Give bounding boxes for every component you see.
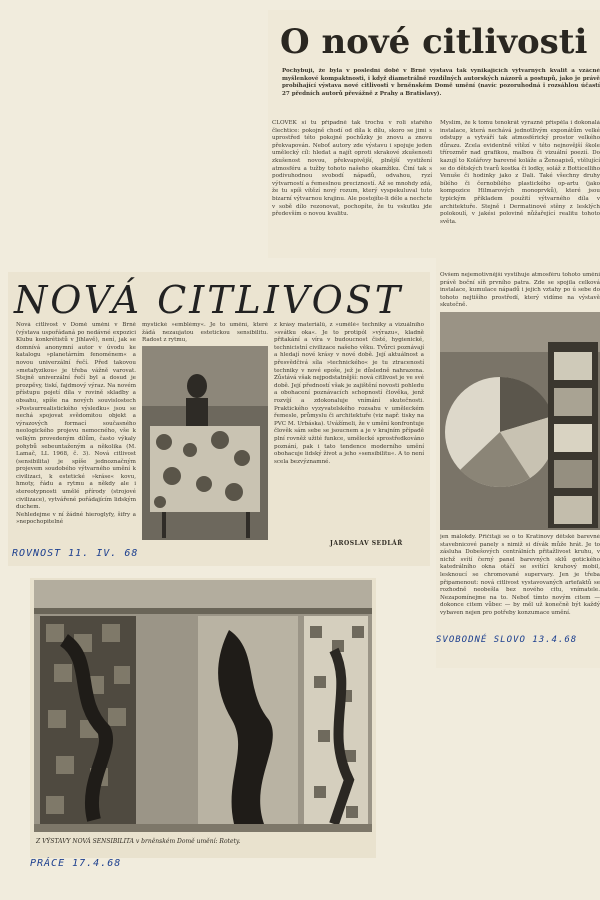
handwritten-prace: PRÁCE 17.4.68	[30, 858, 122, 869]
handwritten-svobodne-slovo: SVOBODNÉ SLOVO 13.4.68	[436, 635, 578, 645]
handwritten-rovnost: ROVNOST 11. IV. 68	[12, 548, 139, 559]
headline-nova-citlivost: NOVÁ CITLIVOST	[14, 278, 404, 322]
article-left-author: JAROSLAV SEDLÁŘ	[330, 540, 403, 547]
article-top-column-2: Myslím, že k tomu tenokrát výrazně přispěla i dokonalá instalace, která nechává jednotlivým exponátům velké odstupy a vytváří tak atmosférický prostor velkého důrazu. Zcela evidentně vítězí v této nejnovější škole třírozměr nad grafikou, malbou či vizuální poezií. Do kazují to Kolářovy barevné koláže a Ženoapisů, vtělující se do dětských tvarů kostka či lodky, soláž z Botticelliho Venuše či hodinky jako z Dali. Také všechny druhy bílého či černobílého plastického op-artu (jako kompozice Hilmarových monoprvků), které jsou typickým příkladem použití výtvarného díla v architektuře. Stejně i Dermatinové stěny z lesklých polokoulí, v jakési polovině nůžařející realitu tohoto světa.	[440, 120, 600, 225]
article-top-column-3: jen málokdy. Přičítají se o to Kratinovy dětské barevné stavebnicové panely s nimiž si dívák může hrát. Je to zásluha Dobešových centrálních přitažlivost kruhu, v nichž svítí černý panel barevných sklů gotického katedrálního okna otáčí se svítící kruhový mobil, lesknoucí se chromované supervary. Jen je třeba připamenout: nová citlivost vystavovaných artefaktů se rozhodně neobešla bez nového citu, vnímatele. Nezapomínejme na to. Neboť tímto novým citem — dokonce citem vůbec — by měl už konečně být každý vybaven nejen pro potřeby konzumace umění.	[440, 534, 600, 616]
photo-woman-with-artwork	[142, 346, 268, 540]
article-left-column-3: z krásy materiálů, z »umělé« techniky a vizuálního »svátku oka«. Je to protipól »výrazu«, kladně přitakání a víra v budoucnost čisté, hygienické, technicistní civilizace našeho věku. Tvůrci poznávají a hledají nové krásy v nové době. Její aktuálnost a přesvědčivá síla »technického« je tu ztraceností techniky v nové epoše, jež je důsledně nahrazena. Zůstává však nejpodstatnější: nová citlivost je ve své době. Její předností však je zajištění novosti pohledu a obohacení poznávacích schopností člověka, jenž rozvíjí a zdokonaluje vnímání skutečnosti. Praktického vyzyvatelského rozsahu v uměleckém řemesle, průmyslu či architektuře (viz např. tisky na PVC M. Urbáska). Uvážímeli, že v umění konfrontuje člověk sám sebe se jsoucnem a je v krajním případě plní rovněž užité funkce, umělecké sprostředkováno poznání, pak i tato tendence moderního umění obohacuje lidský život a jeho »sensibilitu«. A to není scela bezvýznamné.	[274, 322, 424, 465]
headline-o-nove-citlivosti: O nové citlivosti	[280, 22, 588, 62]
article-top-column-2b: Ovšem nejemotivnější vystihuje atmosféru tohoto umění právě boční síň prvního patra. Zde se spojila celková instalace, kumulace nápadů i jejich vztahy po ú sebe do tohoto nejtišího prostředí, který vidíme na výstavě skutečně.	[440, 272, 600, 309]
article-left-column-2: mystické »emblémy«. Je to umění, které žádá nezaujatou estetickou sensibilitu. Radost z rytmu,	[142, 322, 268, 344]
photo-circular-artwork	[440, 312, 600, 530]
article-top-column-1: ČLOVĚK si tu případně tak trochu v roli stařého člechtice: pokojně chodí od díla k dílu, skoro se jimi s uprostřed této pokojné pochůzky je znovu a znovu překvapován. Neboť autory zde výstavu i spojuje jeden umělecký cíl: hledat a najít oproti skrakové zkušenosti zkušenost novou, překvapivější, plnější vystižení atmosféru a tužby tohoto našeho okamžiku. Činí tak s podivuhodnou svobodí nápadů, odvahou, ryzí výtvarností a řemeslnou precizností. Až se mnohdy zdá, že tu spíš vítězí nový rozum, který vyspekuluval tuto bizarní výtvarnou krajinu. Ale postojíte-li déle a nechcte v sobě dílo rezonovat, pochopíte, že tu vskutku jde především o novou kvalitu.	[272, 120, 432, 218]
article-left-column-1: Nová citlivost v Domě umění v Brně (výstava uspořádaná po nedávné expozici Klubu konkrétistů v Jihlavě), není, jak se domnívá anonymní autor v úvodu ke katalogu »planetárním fenoménem« a novou univerzální řečí. Před takovou »metafyzikou« je třeba vážně varovat. Stejně univerzální řečí byl a dosud je prozpěvy, tiskí, fajdmový výraz. Na novém přístupu pojetí díla v rovině skladby a obsahu, spíše na nových souvislostech »Postsurrealistického výsledku« jsou se nechá spojovat svědomitou objekt a výrazových formací současného neologického projevu nemocného, vše k velkým provedeným dílům, často výkaly pohybů sebeuntaženým a několika (M. Lamač, LL 1968, č. 3). Nová citlivost (sensibilita) je spíše jednoznačným projevem soudobého výtvarného umění k civilizaci, k estetické »kráse« kovu, hmoty, řádu a rytmu a někdy ale i stereotypnosti umělé přírody (strojové civilizace), vytvářené pořádajícím lidským duchem. Nehledejme v ní žádné hieroglyfy, šifry a »nepochopitelné	[16, 322, 136, 526]
lead-paragraph: Pochybuji, že byla v poslední době v Brně výstava tak vynikajících výtvarných kvalit a vzácné myšlenkové kompaktnosti, i když diametrálně rozdílných autorských názorů a postupů, jako je právě probíhající výstava nové citlivosti v brněnském Domě umění (navíc pozoruhodná i rozsáhlou účastí 27 předních autorů převážně z Prahy a Bratislavy).	[282, 68, 600, 97]
photo-exhibition-panels	[34, 580, 372, 832]
photo-caption: Z VÝSTAVY NOVÁ SENSIBILITA v brněnském Domě umění: Rotety.	[36, 838, 241, 845]
